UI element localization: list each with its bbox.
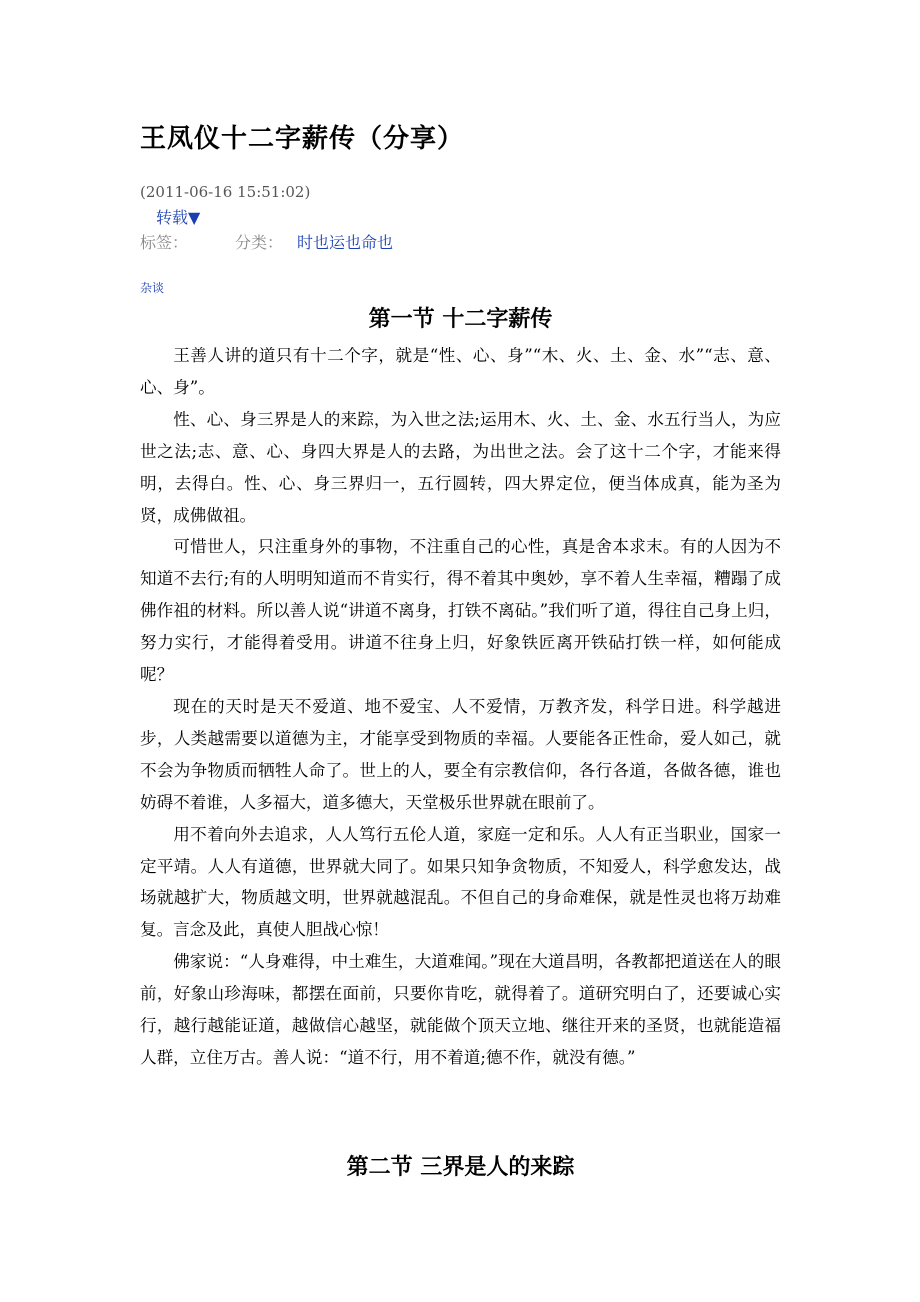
article-title: 王凤仪十二字薪传（分享）	[140, 124, 465, 154]
tag-label: 标签：	[140, 233, 189, 252]
repost-link[interactable]: 转载▼	[156, 208, 201, 227]
paragraph: 可惜世人，只注重身外的事物，不注重自己的心性，真是舍本求末。有的人因为不知道不去行;有的人明明知道而不肯实行，得不着其中奥妙，享不着人生幸福，糟蹋了成佛作祖的材料。所以善人说“讲道不离身，打铁不离砧。”我们听了道，得往自己身上归，努力实行，才能得着受用。讲道不往身上归，好象铁匠离开铁砧打铁一样，如何能成呢？	[140, 537, 781, 685]
section-heading-2: 第二节 三界是人的来踪	[346, 1154, 575, 1180]
paragraph: 王善人讲的道只有十二个字，就是“性、心、身”“木、火、土、金、水”“志、意、心、身”。	[140, 346, 781, 397]
paragraph: 用不着向外去追求，人人笃行五伦人道，家庭一定和乐。人人有正当职业，国家一定平靖。人人有道德，世界就大同了。如果只知争贪物质，不知爱人，科学愈发达，战场就越扩大，物质越文明，世界就越混乱。不但自己的身命难保，就是性灵也将万劫难复。言念及此，真使人胆战心惊！	[140, 824, 781, 940]
paragraph: 现在的天时是天不爱道、地不爱宝、人不爱情，万教齐发，科学日进。科学越进步，人类越需要以道德为主，才能享受到物质的幸福。人要能各正性命，爱人如己，就不会为争物质而牺牲人命了。世上的人，要全有宗教信仰，各行各道，各做各德，谁也妨碍不着谁，人多福大，道多德大，天堂极乐世界就在眼前了。	[140, 696, 781, 812]
tag-link[interactable]: 杂谈	[140, 281, 165, 295]
section-heading-1: 第一节 十二字薪传	[368, 306, 553, 332]
post-date: (2011-06-16 15:51:02)	[140, 183, 311, 201]
paragraph: 性、心、身三界是人的来踪，为入世之法;运用木、火、土、金、水五行当人，为应世之法;志、意、心、身四大界是人的去路，为出世之法。会了这十二个字，才能来得明，去得白。性、心、身三界归一，五行圆转，四大界定位，便当体成真，能为圣为贤，成佛做祖。	[140, 409, 781, 525]
section-body-1	[140, 340, 781, 1074]
meta-row	[140, 230, 393, 253]
paragraph: 佛家说：“人身难得，中土难生，大道难闻。”现在大道昌明，各教都把道送在人的眼前，好象山珍海味，都摆在面前，只要你肯吃，就得着了。道研究明白了，还要诚心实行，越行越能证道，越做信心越坚，就能做个顶天立地、继往开来的圣贤，也就能造福人群，立住万古。善人说：“道不行，用不着道;德不作，就没有德。”	[140, 952, 781, 1067]
category-link[interactable]: 时也运也命也	[297, 233, 394, 252]
category-label: 分类：	[235, 233, 284, 252]
